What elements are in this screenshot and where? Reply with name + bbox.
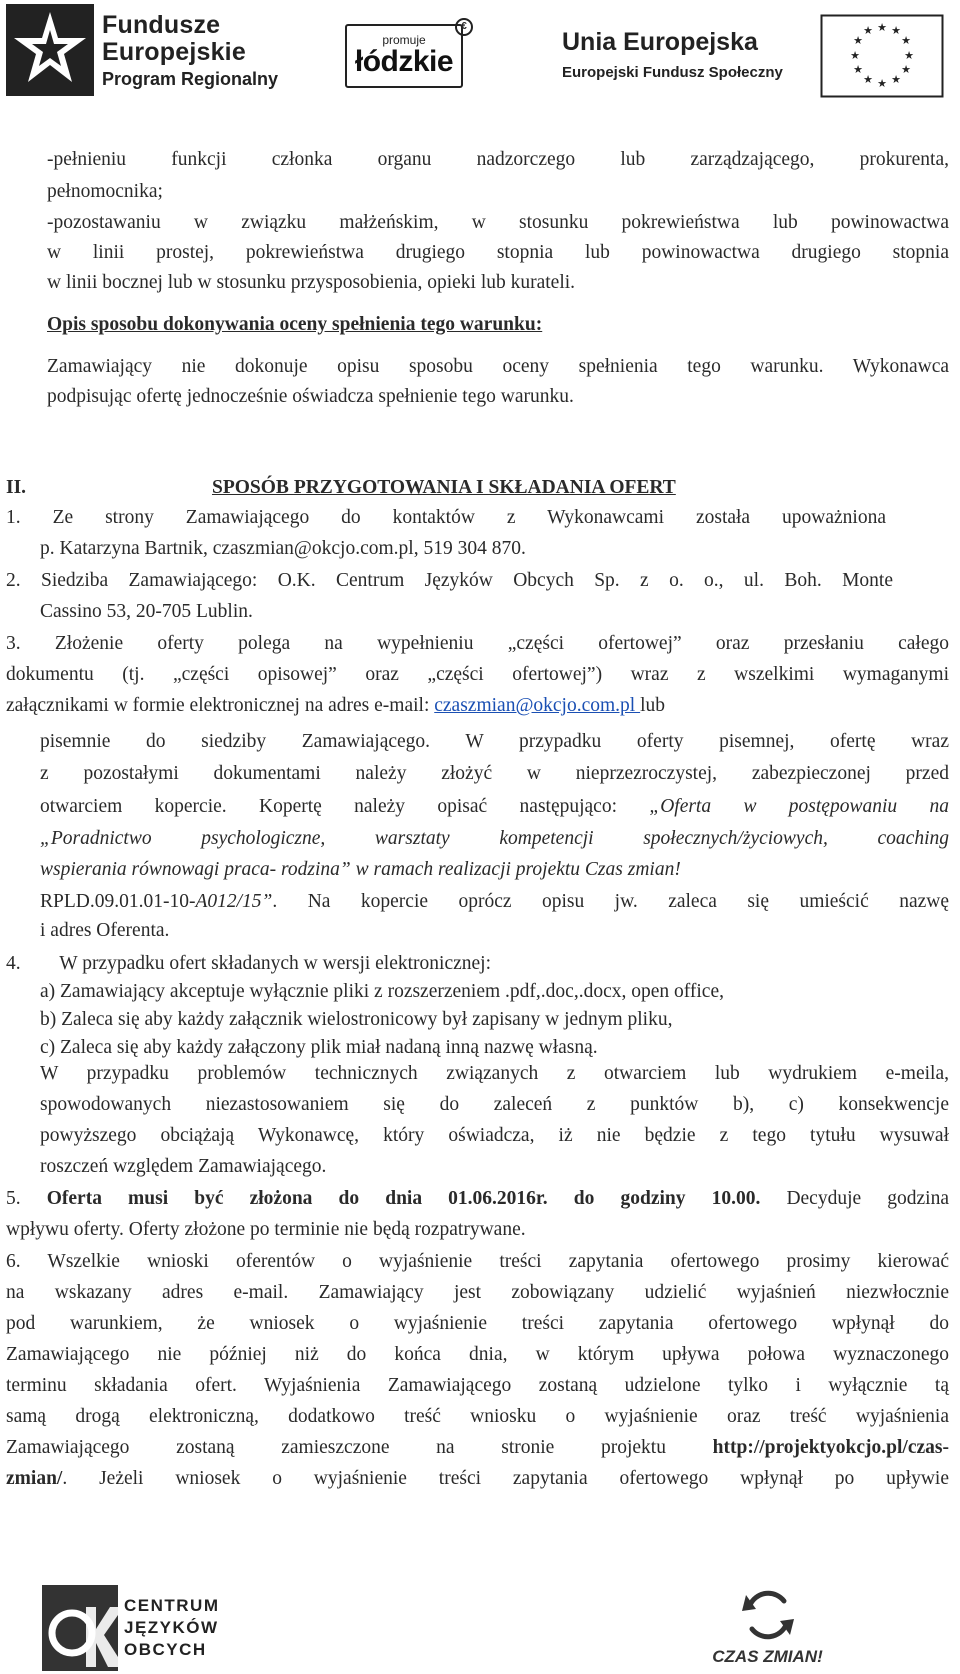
item-2-line: 2. Siedziba Zamawiającego: O.K. Centrum Języków Obcych Sp. z o. o., ul. Boh. Monte — [6, 570, 893, 591]
text-span: załącznikami w formie elektronicznej na adres e-mail: — [6, 695, 435, 716]
svg-text:★: ★ — [901, 34, 911, 47]
cjo-line2: JĘZYKÓW — [124, 1618, 219, 1637]
text-span: otwarciem kopercie. Kopertę należy opisać następująco: — [40, 796, 650, 817]
item-3-line: 3. Złożenie oferty polega na wypełnieniu „części ofertowej” oraz przesłaniu całego — [6, 633, 949, 654]
svg-text:★: ★ — [863, 24, 873, 37]
refresh-arrows-icon — [738, 1587, 798, 1643]
svg-text:★: ★ — [877, 77, 887, 90]
fe-star-icon — [6, 4, 94, 96]
fe-line1: Fundusze — [102, 11, 221, 39]
email-link[interactable]: czaszmian@okcjo.com.pl — [434, 695, 641, 716]
item-6-line: pod warunkiem, że wniosek o wyjaśnienie treści zapytania ofertowego wpłynął do — [6, 1313, 949, 1334]
czas-zmian-text: CZAS ZMIAN! — [712, 1647, 823, 1666]
item-4-line: 4. W przypadku ofert składanych w wersji elektronicznej: — [6, 953, 492, 974]
fe-line3: Program Regionalny — [102, 69, 279, 89]
item-6-line: na wskazany adres e-mail. Zamawiający jest zobowiązany udzielić wyjaśnień niezwłocznie — [6, 1282, 949, 1303]
item-4-line: powyższego obciążają Wykonawcę, który oświadcza, iż nie będzie z tego tytułu wysuwał — [40, 1125, 949, 1146]
item-6-line: terminu składania ofert. Wyjaśnienia Zamawiającego zostaną udzielone tylko i wyłącznie tą — [6, 1375, 949, 1396]
lodz-small-text: promuje — [382, 33, 426, 47]
item-4-line: spowodowanych niezastosowaniem się do zaleceń z punktów b), c) konsekwencje — [40, 1094, 949, 1115]
promuje-lodzkie-logo — [345, 18, 485, 88]
item-6-line: samą drogą elektroniczną, dodatkowo treść wniosku o wyjaśnienie oraz treść wyjaśnienia — [6, 1406, 949, 1427]
item-3-line — [40, 795, 949, 819]
paragraph-line: w linii bocznej lub w stosunku przysposobienia, opieki lub kurateli. — [47, 272, 576, 293]
item-3-line: wspierania równowagi praca- rodzina” w ramach realizacji projektu Czas zmian! — [40, 859, 681, 880]
text-span: . Jeżeli wniosek o wyjaśnienie treści zapytania ofertowego wpłynął po upływie — [62, 1468, 949, 1489]
item-1-line: p. Katarzyna Bartnik, czaszmian@okcjo.com.pl, 519 304 870. — [40, 538, 526, 559]
item-4-point-a: a) Zamawiający akceptuje wyłącznie pliki z rozszerzeniem .pdf,.doc,.docx, open office, — [40, 981, 724, 1002]
fundusze-europejskie-logo — [6, 4, 281, 96]
fe-line2: Europejskie — [102, 38, 246, 66]
paragraph-line: pełnomocnika; — [47, 181, 163, 202]
opis-heading: Opis sposobu dokonywania oceny spełnienia tego warunku: — [47, 314, 543, 335]
svg-text:★: ★ — [877, 21, 887, 34]
item-1-line: 1. Ze strony Zamawiającego do kontaktów z Wykonawcami została upoważniona — [6, 507, 886, 528]
project-url[interactable]: zmian/ — [6, 1468, 63, 1489]
item-3-line: „Poradnictwo psychologiczne, warsztaty kompetencji społecznych/życiowych, coaching — [40, 828, 949, 849]
section-title: SPOSÓB PRZYGOTOWANIA I SKŁADANIA OFERT — [212, 477, 676, 498]
svg-text:★: ★ — [850, 49, 860, 62]
svg-text:★: ★ — [901, 63, 911, 76]
item-6-line: Zamawiającego nie później niż do końca dnia, w którym upływa połowa wyznaczonego — [6, 1344, 949, 1365]
svg-text:★: ★ — [891, 24, 901, 37]
ok-logo-icon — [42, 1585, 118, 1671]
paragraph-line: -pełnieniu funkcji członka organu nadzorczego lub zarządzającego, prokurenta, — [47, 149, 949, 170]
cjo-line3: OBCYCH — [124, 1640, 207, 1659]
project-url[interactable]: http://projektyokcjo.pl/czas- — [712, 1437, 949, 1458]
text-span: Decyduje godzina — [760, 1188, 949, 1209]
cjo-line1: CENTRUM — [124, 1596, 220, 1615]
svg-text:★: ★ — [853, 34, 863, 47]
lodz-big-text: łódzkie — [354, 45, 454, 78]
section-number: II. — [6, 477, 27, 498]
text-span: . Na kopercie oprócz opisu jw. zaleca się umieścić nazwę — [272, 891, 949, 912]
deadline-text: Oferta musi być złożona do dnia 01.06.2016r. do godziny 10.00. — [46, 1188, 761, 1209]
item-3-line: z pozostałymi dokumentami należy złożyć w nieprzezroczystej, zabezpieczonej przed — [40, 763, 949, 784]
item-3-line: i adres Oferenta. — [40, 920, 170, 941]
item-5-line: wpływu oferty. Oferty złożone po terminie nie będą rozpatrywane. — [6, 1219, 526, 1240]
eu-flag-icon — [820, 14, 944, 98]
paragraph-line: podpisując ofertę jednocześnie oświadcza spełnienie tego warunku. — [47, 386, 574, 407]
text-span: Zamawiającego zostaną zamieszczone na stronie projektu — [6, 1437, 713, 1458]
euro-mark-icon: € — [455, 18, 473, 36]
item-4-line: roszczeń względem Zamawiającego. — [40, 1156, 327, 1177]
centrum-jezykow-obcych-logo — [42, 1585, 220, 1671]
svg-text:★: ★ — [853, 63, 863, 76]
svg-text:★: ★ — [904, 49, 914, 62]
item-6-line — [6, 1436, 949, 1460]
item-3-line: pisemnie do siedziby Zamawiającego. W przypadku oferty pisemnej, ofertę wraz — [40, 731, 949, 752]
italic-span: „Oferta w postępowaniu na — [649, 796, 949, 817]
unia-europejska-logo — [557, 22, 950, 92]
svg-text:★: ★ — [863, 73, 873, 86]
czas-zmian-logo — [700, 1587, 835, 1669]
item-5-line — [6, 1187, 949, 1211]
item-4-line: W przypadku problemów technicznych związanych z otwarciem lub wydrukiem e-meila, — [40, 1063, 949, 1084]
page-header — [0, 0, 960, 100]
paragraph-line: -pozostawaniu w związku małżeńskim, w stosunku pokrewieństwa lub powinowactwa — [47, 212, 949, 233]
item-6-line — [6, 1467, 949, 1491]
paragraph-line: w linii prostej, pokrewieństwa drugiego stopnia lub powinowactwa drugiego stopnia — [47, 242, 949, 263]
item-4-point-b: b) Zaleca się aby każdy załącznik wielostronicowy był zapisany w jednym pliku, — [40, 1009, 673, 1030]
item-3-line — [6, 694, 665, 718]
item-4-point-c: c) Zaleca się aby każdy załączony plik miał nadaną inną nazwę własną. — [40, 1037, 598, 1058]
item-3-line: dokumentu (tj. „części opisowej” oraz „części ofertowej”) wraz z wszelkimi wymaganymi — [6, 664, 949, 685]
text-span: lub — [640, 695, 666, 716]
paragraph-line: Zamawiający nie dokonuje opisu sposobu oceny spełnienia tego warunku. Wykonawca — [47, 356, 949, 377]
item-2-line: Cassino 53, 20-705 Lublin. — [40, 601, 253, 622]
item-3-line — [40, 890, 949, 914]
ue-title: Unia Europejska — [562, 28, 758, 56]
text-span: RPLD.09.01.01-10- — [40, 891, 196, 912]
text-span: 5. — [6, 1188, 47, 1209]
item-6-line: 6. Wszelkie wnioski oferentów o wyjaśnienie treści zapytania ofertowego prosimy kierować — [6, 1251, 949, 1272]
italic-span: A012/15” — [195, 891, 273, 912]
page-footer — [0, 1575, 960, 1674]
ue-subtitle: Europejski Fundusz Społeczny — [562, 64, 783, 81]
svg-text:★: ★ — [891, 73, 901, 86]
